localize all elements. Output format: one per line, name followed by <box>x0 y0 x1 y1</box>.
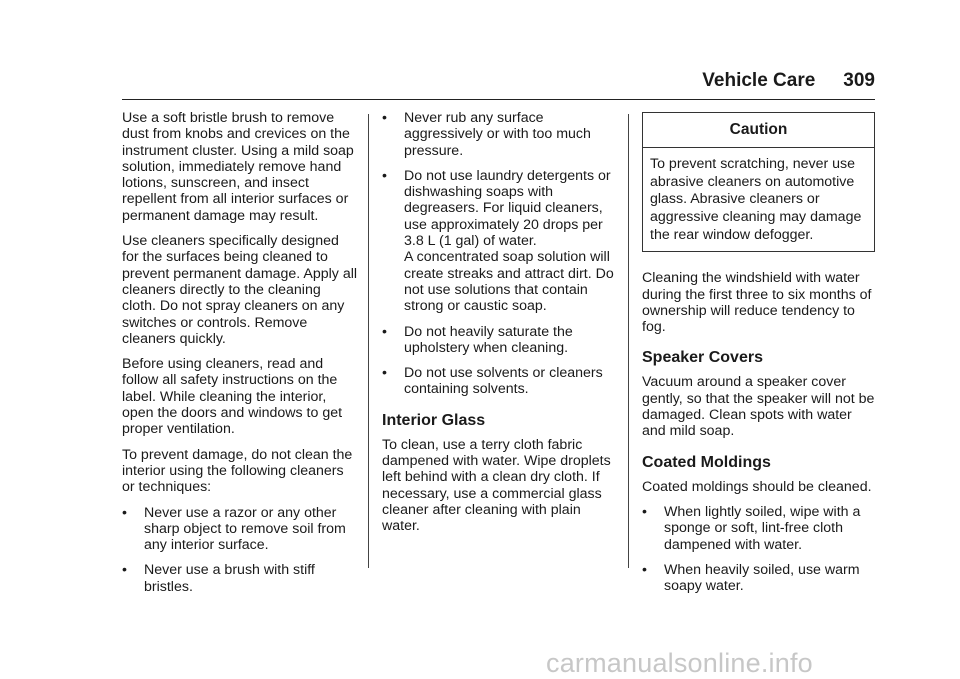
watermark: carmanualsonline.info <box>546 648 813 678</box>
caution-title: Caution <box>643 113 874 148</box>
list-item: • Do not heavily saturate the upholstery when cleaning. <box>382 323 573 356</box>
page-number: 309 <box>843 70 875 91</box>
page-header <box>122 70 875 99</box>
list-item: • When heavily soiled, use warm soapy water. <box>642 561 860 595</box>
list-item: • Do not use solvents or cleaners containing solvents. <box>382 365 603 398</box>
bullet-glyph: • <box>382 110 387 126</box>
list-item: • Never use a brush with stiff bristles. <box>122 562 315 595</box>
paragraph-windshield: Cleaning the windshield with water during the first three to six months of ownership will reduce tendency to fog. <box>642 270 872 336</box>
bullet-glyph: • <box>382 323 387 340</box>
column-divider-2 <box>628 114 629 568</box>
column-1 <box>122 110 358 604</box>
bullet-glyph: • <box>642 561 647 578</box>
section-title: Vehicle Care <box>702 70 816 91</box>
paragraph-brush: Use a soft bristle brush to remove dust from knobs and crevices on the instrument cluster. Using a mild soap solution, immediately remove hand lotions, sunscreen, and insect repellent from all interior surfaces or permanent damage may result. <box>122 110 354 224</box>
caution-box <box>642 112 875 252</box>
bullet-glyph: • <box>382 365 387 382</box>
list-item: • Do not use laundry detergents or dishwashing soaps with degreasers. For liquid cleaners, use approximately 20 drops per 3.8 L (1 gal) of water. A concentrated soap solution will create streaks and attract dirt. Do not use solutions that contain strong or caustic soap. <box>382 167 614 315</box>
list-item: • When lightly soiled, wipe with a sponge or soft, lint-free cloth dampened with water. <box>642 503 861 553</box>
header-rule <box>122 99 875 100</box>
list-item: • Never use a razor or any other sharp object to remove soil from any interior surface. <box>122 504 346 554</box>
paragraph-interior-glass: To clean, use a terry cloth fabric dampened with water. Wipe droplets left behind with a clean dry cloth. If necessary, use a commercial glass cleaner after cleaning with plain water. <box>382 436 611 535</box>
column-2 <box>382 110 618 544</box>
paragraph-speaker-covers: Vacuum around a speaker cover gently, so that the speaker will not be damaged. Clean spots with water and mild soap. <box>642 374 875 440</box>
bullet-glyph: • <box>122 504 127 521</box>
column-divider-1 <box>368 114 369 568</box>
heading-speaker-covers: Speaker Covers <box>642 349 763 367</box>
column-3 <box>642 112 875 603</box>
paragraph-coated-moldings: Coated moldings should be cleaned. <box>642 478 872 495</box>
heading-coated-moldings: Coated Moldings <box>642 453 771 471</box>
caution-text: To prevent scratching, never use abrasive cleaners on automotive glass. Abrasive cleaners or aggressive cleaning may damage the rear window defogger. <box>650 156 862 243</box>
paragraph-cleaners: Use cleaners specifically designed for the surfaces being cleaned to prevent permanent damage. Apply all cleaners directly to the cleaning cloth. Do not spray cleaners on any switches or controls. Remove cleaners quickly. <box>122 233 358 347</box>
bullet-glyph: • <box>382 167 387 184</box>
bullet-glyph: • <box>122 562 127 579</box>
paragraph-prevent-damage: To prevent damage, do not clean the interior using the following cleaners or techniques: <box>122 446 353 496</box>
heading-interior-glass: Interior Glass <box>382 411 486 429</box>
list-item: • Never rub any surface aggressively or with too much pressure. <box>382 110 591 159</box>
bullet-extra-text: A concentrated soap solution will create streaks and attract dirt. Do not use solutions that contain strong or caustic soap. <box>404 249 614 315</box>
bullet-glyph: • <box>642 503 647 520</box>
paragraph-safety: Before using cleaners, read and follow all safety instructions on the label. While cleaning the interior, open the doors and windows to get proper ventilation. <box>122 356 343 438</box>
